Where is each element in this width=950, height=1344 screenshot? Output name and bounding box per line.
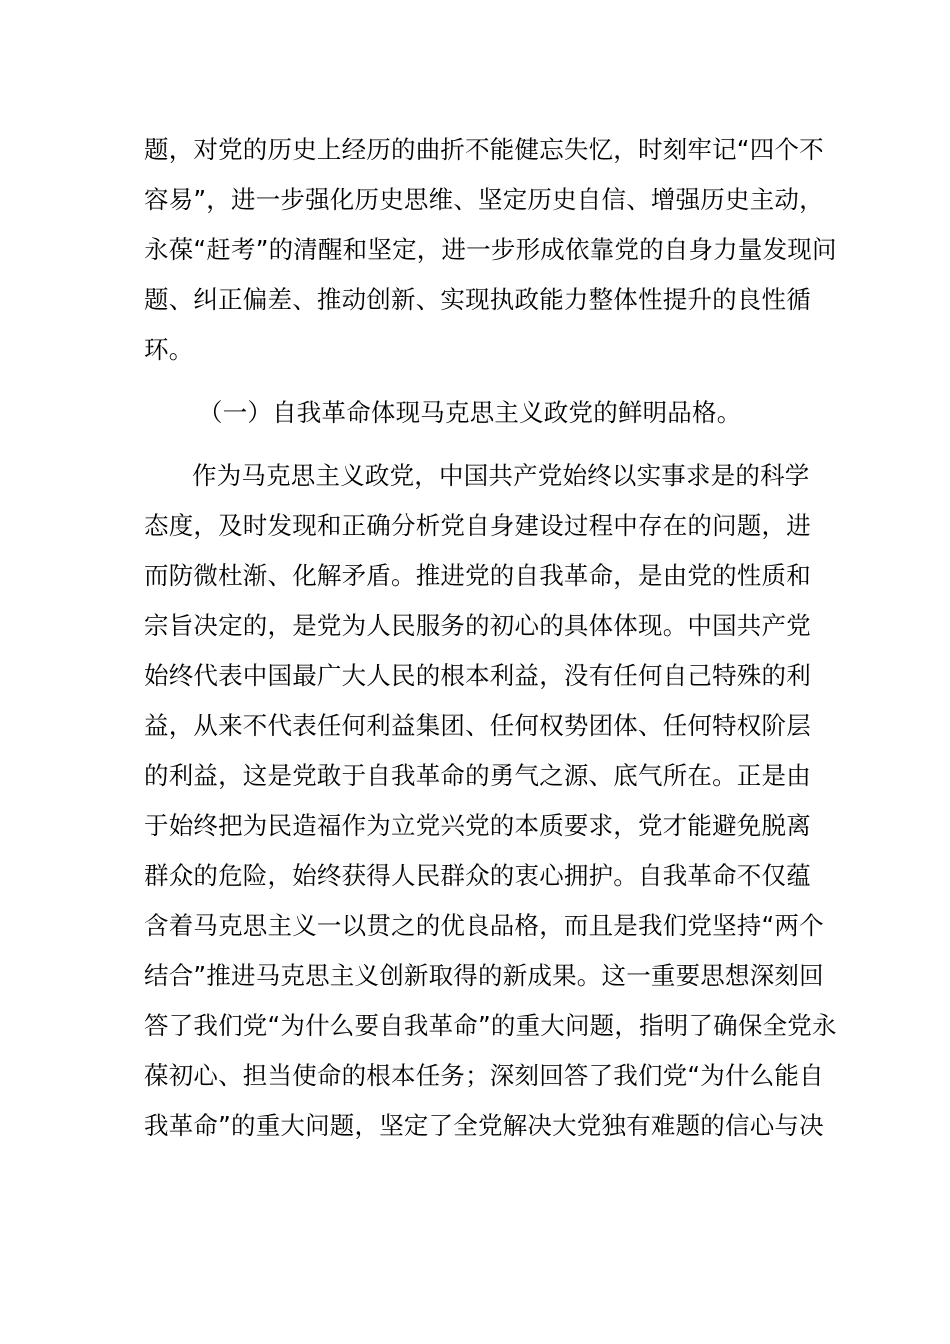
paragraph-line: 群众的危险，始终获得人民群众的衷心拥护。自我革命不仅蕴 xyxy=(144,861,811,890)
paragraph-line: 永葆“赶考”的清醒和坚定，进一步形成依靠党的自身力量发现问 xyxy=(144,235,837,264)
paragraph-line: 含着马克思主义一以贯之的优良品格，而且是我们党坚持“两个 xyxy=(144,911,824,940)
paragraph-line: 作为马克思主义政党，中国共产党始终以实事求是的科学 xyxy=(192,461,810,490)
section-heading: （一）自我革命体现马克思主义政党的鲜明品格。 xyxy=(198,398,742,427)
paragraph-line: 结合”推进马克思主义创新取得的新成果。这一重要思想深刻回 xyxy=(144,961,824,990)
paragraph-line: 题，对党的历史上经历的曲折不能健忘失忆，时刻牢记“四个不 xyxy=(144,135,824,164)
paragraph-line: 我革命”的重大问题，坚定了全党解决大党独有难题的信心与决 xyxy=(144,1111,824,1140)
paragraph-line: 益，从来不代表任何利益集团、任何权势团体、任何特权阶层 xyxy=(144,711,811,740)
paragraph-line: 宗旨决定的，是党为人民服务的初心的具体体现。中国共产党 xyxy=(144,611,811,640)
paragraph-line: 始终代表中国最广大人民的根本利益，没有任何自己特殊的利 xyxy=(144,661,811,690)
paragraph-line: 而防微杜渐、化解矛盾。推进党的自我革命，是由党的性质和 xyxy=(144,561,811,590)
paragraph-line: 的利益，这是党敢于自我革命的勇气之源、底气所在。正是由 xyxy=(144,761,811,790)
paragraph-line: 答了我们党“为什么要自我革命”的重大问题，指明了确保全党永 xyxy=(144,1011,837,1040)
paragraph-line: 容易”，进一步强化历史思维、坚定历史自信、增强历史主动， xyxy=(144,185,824,214)
paragraph-line: 葆初心、担当使命的根本任务；深刻回答了我们党“为什么能自 xyxy=(144,1061,824,1090)
paragraph-line: 态度，及时发现和正确分析党自身建设过程中存在的问题，进 xyxy=(144,511,811,540)
paragraph-line: 环。 xyxy=(144,335,194,364)
paragraph-line: 题、纠正偏差、推动创新、实现执政能力整体性提升的良性循 xyxy=(144,285,811,314)
paragraph-line: 于始终把为民造福作为立党兴党的本质要求，党才能避免脱离 xyxy=(144,811,811,840)
